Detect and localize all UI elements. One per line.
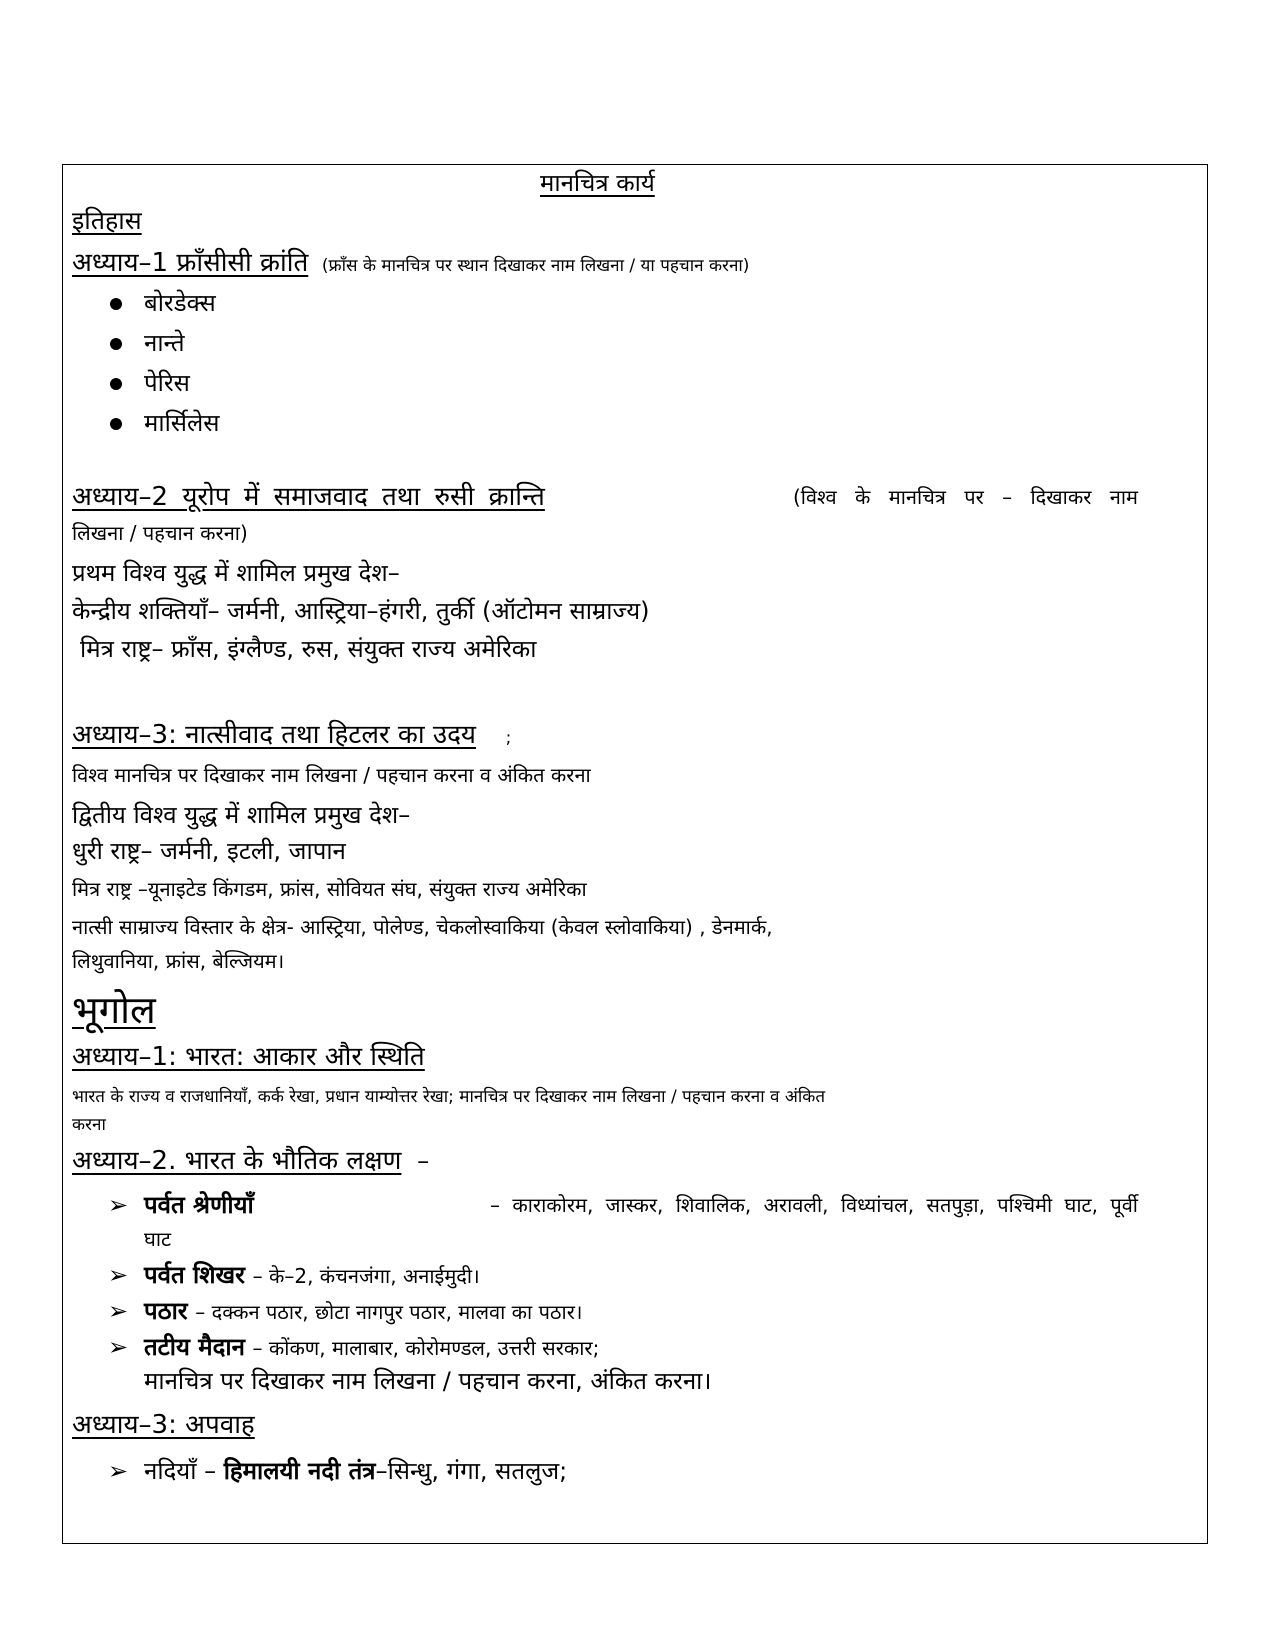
list-item-text: – काराकोरम, जास्कर, शिवालिक, अरावली, विध्यांचल, सतपुड़ा, पश्चिमी घाट, पूर्वी	[490, 1193, 1138, 1217]
list-item	[144, 1332, 599, 1363]
history-ch3-mark: ;	[505, 728, 512, 748]
history-ch3-line5: नात्सी साम्राज्य विस्तार के क्षेत्र- आस्ट्रिया, पोलेण्ड, चेकलोस्वाकिया (केवल स्लोवाकिया) , डेनमार्क,	[72, 915, 773, 939]
history-ch3-line3: धुरी राष्ट्र– जर्मनी, इटली, जापान	[72, 837, 346, 865]
geography-ch1-line2: करना	[72, 1115, 106, 1135]
list-item-text: – दक्कन पठार, छोटा नागपुर पठार, मालवा का पठार।	[195, 1300, 583, 1324]
list-item	[144, 1260, 480, 1291]
bullet-icon	[110, 338, 122, 350]
history-ch2-line1: प्रथम विश्व युद्ध में शामिल प्रमुख देश–	[72, 559, 400, 587]
list-item-label: पर्वत शिखर	[144, 1261, 245, 1289]
history-ch3-heading: अध्याय–3: नात्सीवाद तथा हिटलर का उदय	[72, 720, 476, 750]
list-item-label: पठार	[144, 1297, 188, 1325]
geography-ch3-heading: अध्याय–3: अपवाह	[72, 1410, 255, 1440]
list-item-text: –सिन्धु, गंगा, सतलुज;	[375, 1457, 568, 1485]
page-title: मानचित्र कार्य	[540, 169, 655, 197]
history-ch3-line	[72, 720, 511, 753]
history-ch2-note-cont: लिखना / पहचान करना)	[72, 521, 248, 545]
bullet-icon	[110, 378, 122, 390]
history-ch2-line2: केन्द्रीय शक्तियाँ– जर्मनी, आस्ट्रिया–हंगरी, तुर्की (ऑटोमन साम्राज्य)	[72, 597, 650, 625]
list-item-text: – कोंकण, मालाबार, कोरोमण्डल, उत्तरी सरकार;	[252, 1336, 600, 1360]
history-ch2-line	[72, 482, 1138, 512]
history-ch2-line3: मित्र राष्ट्र– फ्रॉंस, इंग्लैण्ड, रुस, संयुक्त राज्य अमेरिका	[80, 635, 537, 663]
arrow-bullet-icon: ➢	[108, 1191, 129, 1219]
arrow-bullet-icon: ➢	[108, 1297, 129, 1325]
history-ch1-line	[72, 248, 749, 281]
geography-ch2-dash: –	[417, 1147, 430, 1175]
arrow-bullet-icon: ➢	[108, 1333, 129, 1361]
history-ch1-heading: अध्याय–1 फ्रॉंसीसी क्रांति	[72, 248, 309, 278]
history-ch3-line2: द्वितीय विश्व युद्ध में शामिल प्रमुख देश–	[72, 801, 411, 829]
list-item-bold: हिमालयी नदी तंत्र	[223, 1457, 376, 1485]
history-ch2-note: (विश्व के मानचित्र पर – दिखाकर नाम	[792, 485, 1138, 509]
list-item: नान्ते	[144, 329, 185, 357]
list-item-label: तटीय मैदान	[144, 1333, 245, 1361]
bullet-icon	[110, 418, 122, 430]
geography-ch1-line1: भारत के राज्य व राजधानियाँ, कर्क रेखा, प्रधान याम्योत्तर रेखा; मानचित्र पर दिखाकर नाम लिखना / पहचान करना व अंकित	[72, 1087, 826, 1107]
arrow-bullet-icon: ➢	[108, 1457, 129, 1485]
list-item: मार्सिलेस	[144, 409, 220, 437]
history-ch2-heading: अध्याय–2 यूरोप में समाजवाद तथा रुसी क्रान्ति	[72, 482, 545, 512]
geography-ch2-heading: अध्याय–2. भारत के भौतिक लक्षण	[72, 1146, 402, 1176]
list-item	[144, 1190, 1138, 1220]
list-item: पेरिस	[144, 369, 190, 397]
geography-ch2-line	[72, 1146, 429, 1176]
history-ch3-line6: लिथुवानिया, फ्रांस, बेल्जियम।	[72, 949, 285, 973]
list-item-label: नदियाँ	[144, 1457, 197, 1485]
list-item: बोरडेक्स	[144, 289, 216, 317]
list-item-label: पर्वत श्रेणीयाँ	[144, 1191, 254, 1219]
list-item-dash: –	[204, 1457, 217, 1485]
list-item-cont: घाट	[144, 1227, 172, 1251]
history-ch3-line1: विश्व मानचित्र पर दिखाकर नाम लिखना / पहचान करना व अंकित करना	[72, 763, 591, 787]
arrow-bullet-icon: ➢	[108, 1261, 129, 1289]
bullet-icon	[110, 298, 122, 310]
history-heading: इतिहास	[72, 206, 142, 235]
history-ch3-line4: मित्र राष्ट्र –यूनाइटेड किंगडम, फ्रांस, सोवियत संघ, संयुक्त राज्य अमेरिका	[72, 877, 587, 901]
geography-heading: भूगोल	[72, 988, 156, 1032]
list-item-cont: मानचित्र पर दिखाकर नाम लिखना / पहचान करना, अंकित करना।	[144, 1367, 712, 1395]
list-item-text: – के–2, कंचनजंगा, अनाईमुदी।	[252, 1264, 480, 1288]
history-ch1-note: (फ्रॉंस के मानचित्र पर स्थान दिखाकर नाम लिखना / या पहचान करना)	[321, 256, 750, 276]
list-item	[144, 1456, 567, 1486]
geography-ch1-heading: अध्याय–1: भारत: आकार और स्थिति	[72, 1042, 425, 1072]
list-item	[144, 1296, 582, 1327]
